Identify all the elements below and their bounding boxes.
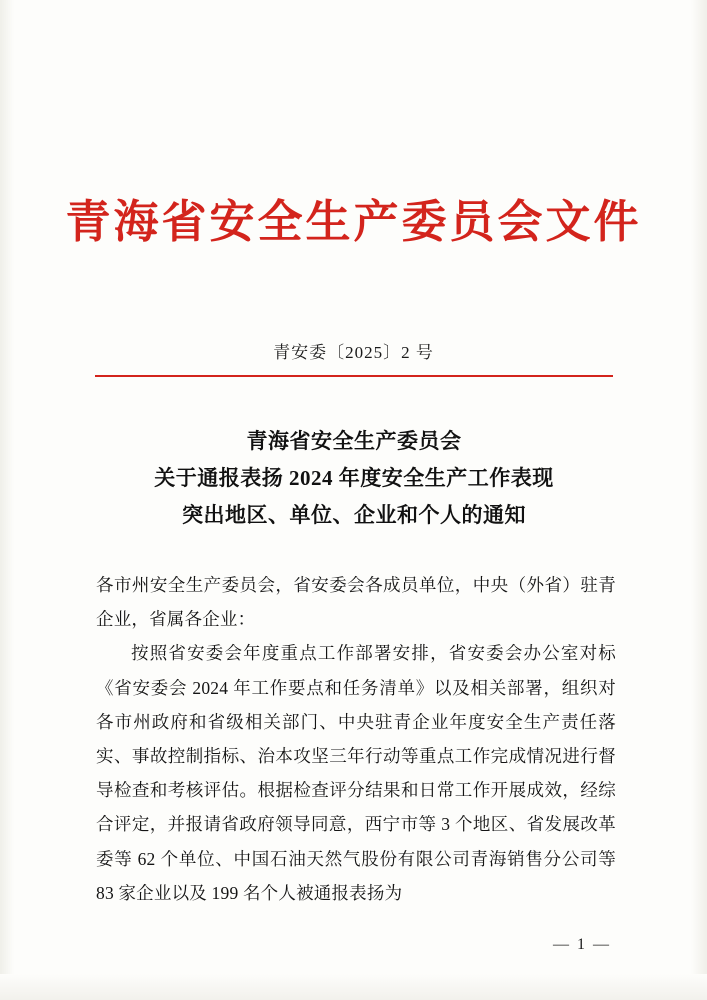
page-number: — 1 — [553,936,611,953]
subject-line-2: 关于通报表扬 2024 年度安全生产工作表现 [154,466,554,490]
document-subject [95,423,613,534]
subject-line-1: 青海省安全生产委员会 [246,429,462,453]
document-header-title: 青海省安全生产委员会文件 [65,197,642,247]
addressee-line: 各市州安全生产委员会，省安委会各成员单位，中央（外省）驻青企业，省属各企业： [96,575,616,630]
page-edge-bottom [0,974,707,1000]
subject-line-3: 突出地区、单位、企业和个人的通知 [182,503,526,527]
page-edge-left [0,0,14,1000]
page-edge-right [691,0,707,1000]
document-number: 青安委〔2025〕2 号 [273,343,434,362]
body-paragraph-1: 按照省安委会年度重点工作部署安排，省安委会办公室对标《省安委会 2024 年工作要点和任务清单》以及相关部署，组织对各市州政府和省级相关部门、中央驻青企业年度安全生产责任落实、事故控制指标、治本攻坚三年行动等重点工作完成情况进行督导检查和考核评估。根据检查评分结果和日常工作开展成效，经综合评定，并报请省政府领导同意，西宁市等 3 个地区、省发展改革委等 62 个单位、中国石油天然气股份有限公司青海销售分公司等 83 家企业以及 199 名个人被通报表扬为 [96,643,616,903]
document-body [96,568,616,910]
red-divider-rule [95,375,613,377]
